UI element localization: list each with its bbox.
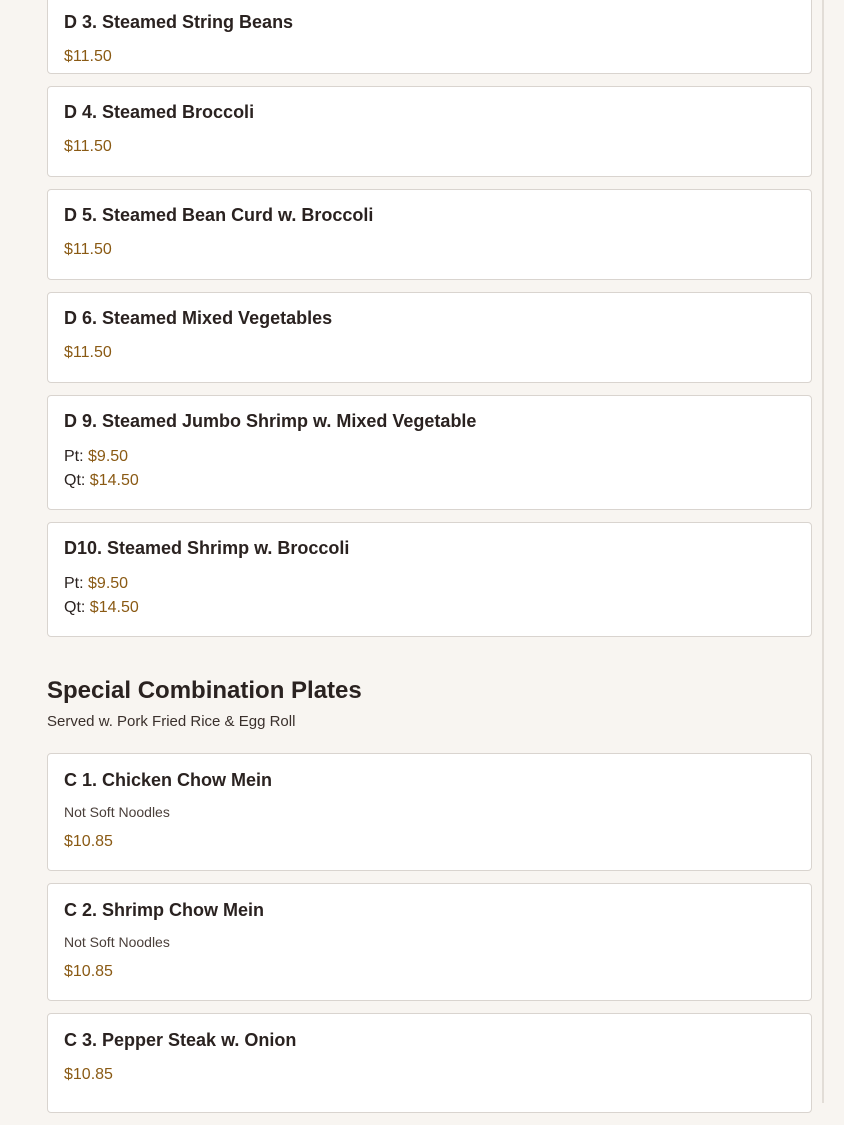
menu-item-price: $11.50 [64,48,112,65]
menu-item-name: C 2. Shrimp Chow Mein [64,900,265,920]
menu-item-name: D10. Steamed Shrimp w. Broccoli [64,538,350,558]
menu-item-card[interactable] [47,522,812,637]
menu-item-card[interactable] [47,86,812,177]
menu-item-description: Not Soft Noodles [64,934,170,950]
menu-item-card[interactable] [47,189,812,280]
menu-item-card[interactable] [47,1013,812,1113]
price-value: $14.50 [89,599,139,616]
menu-item-description: Not Soft Noodles [64,804,170,820]
menu-item-name: C 1. Chicken Chow Mein [64,770,273,790]
menu-item-card[interactable] [47,292,812,383]
menu-item-name: D 9. Steamed Jumbo Shrimp w. Mixed Vegetable [64,411,477,431]
page-scrollbar[interactable] [822,0,824,1103]
menu-item-price: $10.85 [64,963,113,980]
menu-item-name: D 5. Steamed Bean Curd w. Broccoli [64,205,374,225]
menu-item-name: D 6. Steamed Mixed Vegetables [64,308,333,328]
price-label: Qt: [64,472,86,489]
price-value: $9.50 [88,448,129,465]
menu-item-name: D 4. Steamed Broccoli [64,102,255,122]
menu-item-name: D 3. Steamed String Beans [64,12,294,32]
menu-item-card[interactable] [47,0,812,74]
menu-item-price: $11.50 [64,241,112,258]
menu-item-price: $11.50 [64,138,112,155]
menu-item-card[interactable] [47,753,812,871]
menu-item-price: $11.50 [64,344,112,361]
menu-item-price: $10.85 [64,1066,113,1083]
price-value: $14.50 [89,472,139,489]
menu-item-card[interactable] [47,395,812,510]
price-label: Qt: [64,599,86,616]
menu-item-card[interactable] [47,883,812,1001]
price-label: Pt: [64,575,84,592]
menu-content [47,0,812,1125]
section-title: Special Combination Plates [47,677,362,704]
menu-item-price-pint [64,574,128,594]
menu-item-price: $10.85 [64,833,113,850]
menu-item-name: C 3. Pepper Steak w. Onion [64,1030,297,1050]
section-subtitle: Served w. Pork Fried Rice & Egg Roll [47,713,296,730]
menu-item-price-pint [64,447,128,467]
price-value: $9.50 [88,575,129,592]
section-header [47,649,812,753]
menu-item-price-quart [64,471,139,491]
menu-item-price-quart [64,598,139,618]
price-label: Pt: [64,448,84,465]
